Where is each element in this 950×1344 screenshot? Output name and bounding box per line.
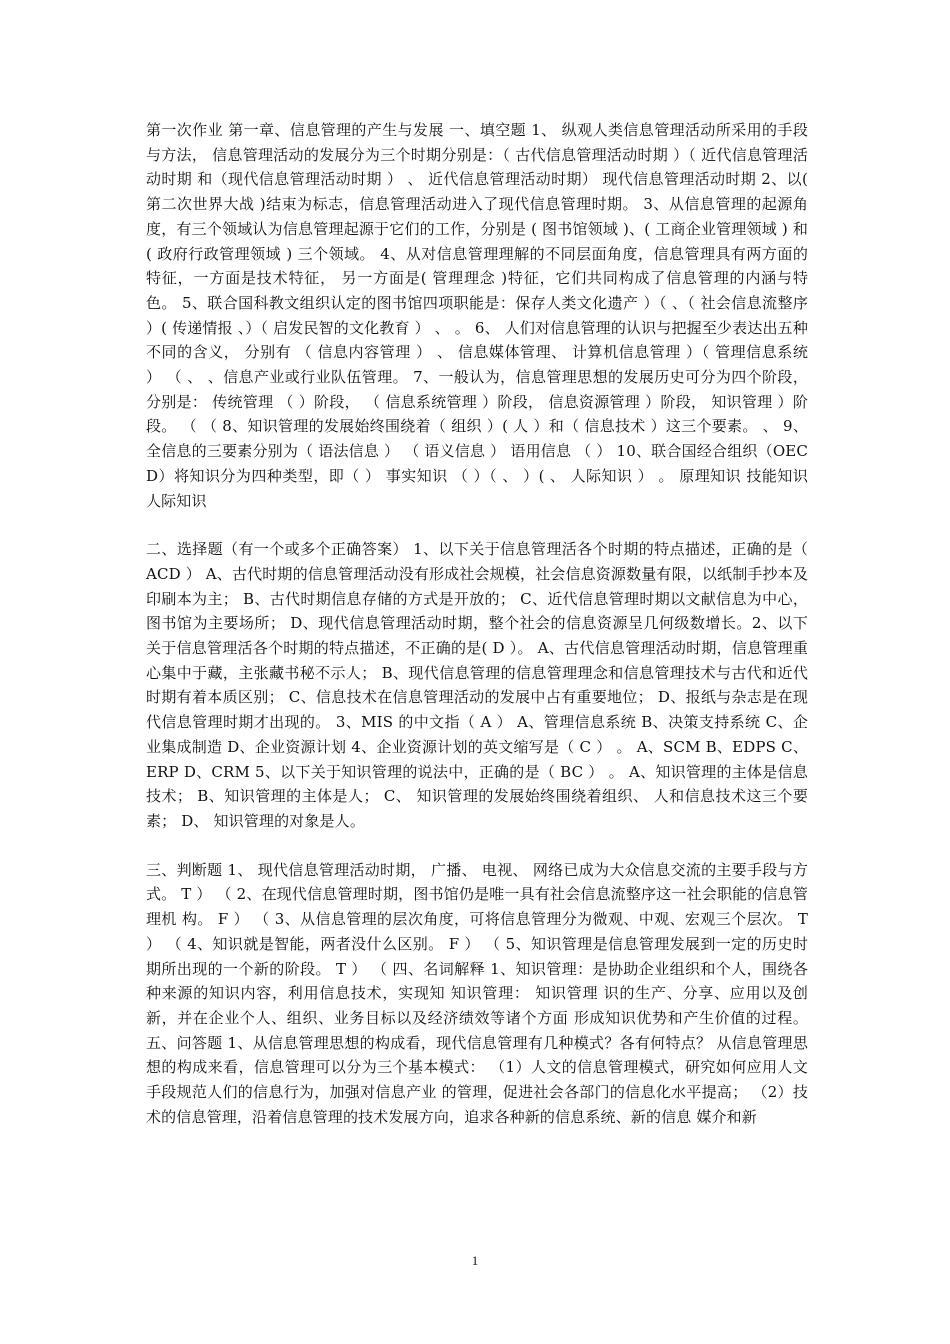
paragraph-spacer (146, 834, 808, 858)
document-body (146, 118, 808, 1129)
paragraph-true-false-and-qa-section: 三、判断题 1、 现代信息管理活动时期， 广播、 电视、 网络已成为大众信息交流的主要手段与方式。 T ） （ 2、在现代信息管理时期，图书馆仍是唯一具有社会信息流整序这一社会职能的信息管理机 构。 F ） （ 3、从信息管理的层次角度，可将信息管理分为微观、中观、宏观三个层次。 T ） （ 4、知识就是智能，两者没什么区别。 F ） （ 5、知识管理是信息管理发展到一定的历史时期所出现的一个新的阶段。 T ） （ 四、名词解释 1、知识管理：是协助企业组织和个人，围绕各种来源的知识内容，利用信息技术，实现知 知识管理： 知识管理 识的生产、分享、应用以及创新，并在企业个人、组织、业务目标以及经济绩效等诸个方面 形成知识优势和产生价值的过程。 五、问答题 1、从信息管理思想的构成看，现代信息管理有几种模式？各有何特点？ 从信息管理思想的构成来看，信息管理可以分为三个基本模式： （1）人文的信息管理模式，研究如何应用人文手段规范人们的信息行为，加强对信息产业 的管理，促进社会各部门的信息化水平提高； （2）技术的信息管理，沿着信息管理的技术发展方向，追求各种新的信息系统、新的信息 媒介和新 (146, 860, 808, 1126)
paragraph-spacer (146, 513, 808, 537)
page-number: 1 (471, 1253, 479, 1268)
paragraph-fill-in-blank-section: 第一次作业 第一章、信息管理的产生与发展 一、填空题 1、 纵观人类信息管理活动所采用的手段与方法， 信息管理活动的发展分为三个时期分别是：（ 古代信息管理活动时期 ）（ 近代信息管理活动时期 和（现代信息管理活动时期 ） 、 近代信息管理活动时期） 现代信息管理活动时期 2、以( 第二次世界大战 )结束为标志，信息管理活动进入了现代信息管理时期。 3、从信息管理的起源角度，有三个领域认为信息管理起源于它们的工作，分别是 ( 图书馆领域 )、( 工商企业管理领域 ) 和 ( 政府行政管理领域 ) 三个领域。 4、从对信息管理理解的不同层面角度，信息管理具有两方面的特征，一方面是技术特征， 另一方面是( 管理理念 )特征，它们共同构成了信息管理的内涵与特色。 5、联合国科教文组织认定的图书馆四项职能是：保存人类文化遗产 ）（ 、（ 社会信息流整序 ）( 传递情报 、）（ 启发民智的文化教育 ） 、 。 6、 人们对信息管理的认识与把握至少表达出五种不同的含义， 分别有 （ 信息内容管理 ） 、 信息媒体管理、 计算机信息管理 ）（ 管理信息系统 ） （ 、 、信息产业或行业队伍管理。 7、一般认为，信息管理思想的发展历史可分为四个阶段，分别是： 传统管理 （ ）阶段， （ 信息系统管理 ）阶段， 信息资源管理 ）阶段， 知识管理 ）阶段。 （ （ 8、知识管理的发展始终围绕着（ 组织 ）( 人 ）和（ 信息技术 ）这三个要素。 、 9、全信息的三要素分别为（ 语法信息 ） （ 语义信息 ） 语用信息 （ ） 10、联合国经合组织（OECD）将知识分为四种类型，即（ ） 事实知识 （ ）（ 、 ）( 、 人际知识 ） 。 原理知识 技能知识 人际知识 (146, 121, 808, 510)
paragraph-multiple-choice-section: 二、选择题（有一个或多个正确答案） 1、以下关于信息管理活各个时期的特点描述，正确的是（ ACD ） A、古代时期的信息管理活动没有形成社会规模，社会信息资源数量有限，以纸制手抄本及 印刷本为主； B、古代时期信息存储的方式是开放的； C、近代信息管理时期以文献信息为中心，图书馆为主要场所； D、现代信息管理活动时期，整个社会的信息资源呈几何级数增长。2、以下关于信息管理活各个时期的特点描述，不正确的是( D ）。 A、古代信息管理活动时期，信息管理重心集中于藏，主张藏书秘不示人； B、现代信息管理的信息管理理念和信息管理技术与古代和近代时期有着本质区别； C、信息技术在信息管理活动的发展中占有重要地位； D、报纸与杂志是在现代信息管理时期才出现的。 3、MIS 的中文指（ A ） A、管理信息系统 B、决策支持系统 C、企业集成制造 D、企业资源计划 4、企业资源计划的英文缩写是（ C ） 。 A、SCM B、EDPS C、ERP D、CRM 5、以下关于知识管理的说法中，正确的是（ BC ） 。 A、知识管理的主体是信息技术； B、知识管理的主体是人； C、 知识管理的发展始终围绕着组织、 人和信息技术这三个要素； D、 知识管理的对象是人。 (146, 540, 808, 830)
